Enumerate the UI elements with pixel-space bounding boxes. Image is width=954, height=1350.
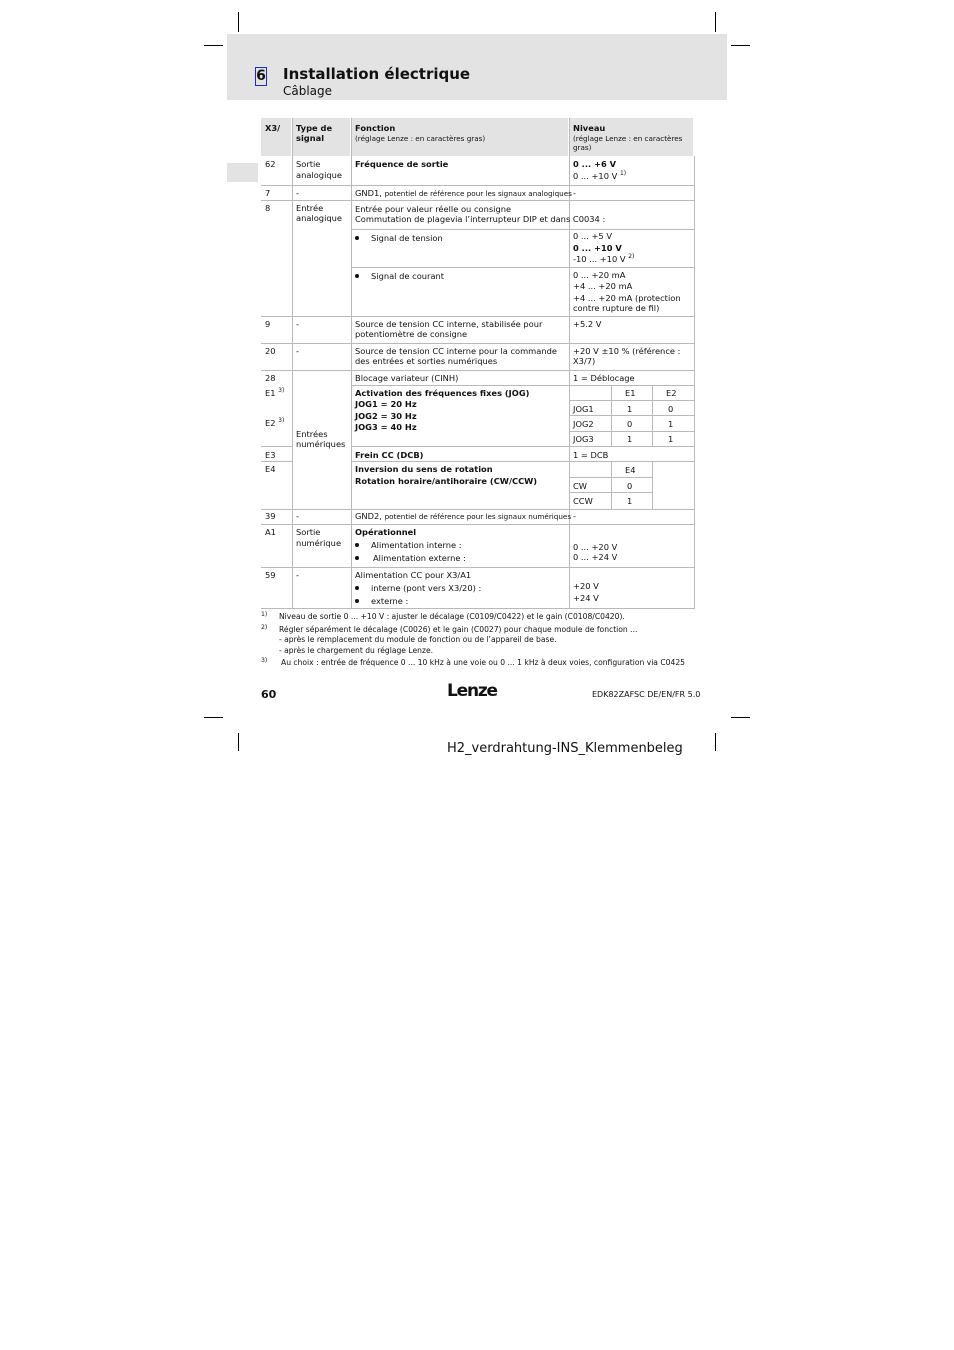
digital-inputs-type-line2: numériques bbox=[296, 439, 346, 449]
terminal-8: 8 bbox=[265, 203, 271, 213]
jog-row-e1: 1 bbox=[627, 404, 633, 414]
function-e4-line2: Rotation horaire/antihoraire (CW/CCW) bbox=[355, 476, 538, 486]
footnote-2-line2: - après le remplacement du module de fonction ou de l’appareil de base. bbox=[279, 635, 557, 644]
crop-mark bbox=[204, 717, 223, 718]
row-divider bbox=[261, 461, 293, 462]
type-59: - bbox=[296, 570, 299, 580]
row-divider bbox=[570, 400, 695, 401]
voltage-signal-label: Signal de tension bbox=[371, 233, 443, 243]
terminal-e3: E3 bbox=[265, 450, 276, 460]
column-divider bbox=[611, 461, 612, 509]
bullet bbox=[355, 236, 359, 240]
header-terminal: X3/ bbox=[265, 123, 281, 133]
header-function: Fonction bbox=[355, 123, 396, 133]
jog-head-e2: E2 bbox=[666, 388, 677, 398]
function-a1-item2: Alimentation externe : bbox=[373, 553, 466, 563]
jog-row-e2: 1 bbox=[668, 434, 674, 444]
jog-row-e2: 0 bbox=[668, 404, 674, 414]
terminal-59: 59 bbox=[265, 570, 276, 580]
voltage-level-1: 0 ... +5 V bbox=[573, 231, 613, 241]
crop-mark bbox=[238, 733, 239, 751]
current-signal-label: Signal de courant bbox=[371, 271, 445, 281]
type-a1-line1: Sortie bbox=[296, 527, 321, 537]
row-divider bbox=[261, 446, 293, 447]
type-a1-line2: numérique bbox=[296, 538, 342, 548]
type-62-line2: analogique bbox=[296, 170, 343, 180]
column-divider bbox=[351, 118, 352, 608]
terminal-e4: E4 bbox=[265, 464, 276, 474]
header-level-note-2: gras) bbox=[573, 143, 592, 152]
bullet bbox=[355, 274, 359, 278]
terminal-39: 39 bbox=[265, 511, 276, 521]
level-62-line1: 0 ... +6 V bbox=[573, 159, 617, 169]
voltage-level-2: 0 ... +10 V bbox=[573, 243, 622, 253]
row-divider bbox=[261, 509, 695, 510]
footnote-mark-2: 2) bbox=[261, 624, 268, 631]
footnote-mark-3: 3) bbox=[261, 657, 268, 664]
header-level-note-1: (réglage Lenze : en caractères bbox=[573, 134, 683, 143]
rotation-row-name: CW bbox=[573, 481, 587, 491]
e4-head: E4 bbox=[625, 465, 636, 475]
chapter-number[interactable]: 6 bbox=[256, 68, 266, 84]
jog2: JOG2 = 30 Hz bbox=[355, 411, 417, 421]
level-20-line2: X3/7) bbox=[573, 356, 596, 366]
voltage-level-3: -10 ... +10 V $^{2)}$ bbox=[573, 253, 635, 264]
function-39: GND2, potentiel de référence pour les signaux numériques bbox=[355, 511, 572, 521]
header-level: Niveau bbox=[573, 123, 606, 133]
type-8-line1: Entrée bbox=[296, 203, 324, 213]
bullet bbox=[355, 543, 359, 547]
function-20-line1: Source de tension CC interne pour la commande bbox=[355, 346, 557, 356]
bullet bbox=[355, 586, 359, 590]
level-62-line2: 0 ... +10 V $^{1)}$ bbox=[573, 170, 627, 181]
row-divider bbox=[261, 185, 695, 186]
jog-row-name: JOG2 bbox=[573, 419, 594, 429]
row-divider bbox=[261, 608, 695, 609]
jog-head-e1: E1 bbox=[625, 388, 636, 398]
terminal-9: 9 bbox=[265, 319, 271, 329]
level-a1-line1: 0 ... +20 V bbox=[573, 542, 618, 552]
type-20: - bbox=[296, 346, 299, 356]
crop-mark bbox=[715, 12, 716, 32]
bullet bbox=[355, 556, 359, 560]
header-type-line1: Type de bbox=[296, 123, 333, 133]
crop-mark bbox=[731, 45, 750, 46]
rotation-row-value: 0 bbox=[627, 481, 633, 491]
level-28: 1 = Déblocage bbox=[573, 373, 635, 383]
footnote-2-line3: - après le chargement du réglage Lenze. bbox=[279, 646, 434, 655]
column-divider bbox=[652, 385, 653, 446]
function-e4-line1: Inversion du sens de rotation bbox=[355, 464, 493, 474]
function-a1-item1: Alimentation interne : bbox=[371, 540, 462, 550]
footnote-1: Niveau de sortie 0 ... +10 V : ajuster le décalage (C0109/C0422) et le gain (C0108/C0420). bbox=[279, 612, 625, 621]
type-9: - bbox=[296, 319, 299, 329]
rotation-row-name: CCW bbox=[573, 496, 593, 506]
level-59-line1: +20 V bbox=[573, 581, 599, 591]
level-a1-line2: 0 ... +24 V bbox=[573, 552, 618, 562]
function-8-line1: Entrée pour valeur réelle ou consigne bbox=[355, 204, 512, 214]
function-8-line2: Commutation de plagevia l’interrupteur DIP et dans C0034 : bbox=[355, 214, 606, 224]
terminal-e2: E2 $^{3)}$ bbox=[265, 417, 285, 428]
column-divider bbox=[611, 385, 612, 446]
function-59-title: Alimentation CC pour X3/A1 bbox=[355, 570, 472, 580]
level-7: - bbox=[573, 188, 576, 198]
jog-row-e1: 1 bbox=[627, 434, 633, 444]
side-tab bbox=[227, 163, 258, 182]
function-9-line1: Source de tension CC interne, stabilisée pour bbox=[355, 319, 543, 329]
function-20-line2: des entrées et sorties numériques bbox=[355, 356, 498, 366]
current-level-4: contre rupture de fil) bbox=[573, 303, 660, 313]
crop-mark bbox=[238, 12, 239, 32]
level-39: - bbox=[573, 511, 576, 521]
chapter-subtitle: Câblage bbox=[283, 84, 333, 98]
column-divider bbox=[652, 461, 653, 509]
terminal-e1: E1 $^{3)}$ bbox=[265, 387, 285, 398]
terminal-20: 20 bbox=[265, 346, 276, 356]
row-divider bbox=[261, 567, 695, 568]
rotation-row-value: 1 bbox=[627, 496, 633, 506]
level-e3: 1 = DCB bbox=[573, 450, 609, 460]
row-divider bbox=[261, 524, 695, 525]
row-divider bbox=[352, 385, 695, 386]
jog3: JOG3 = 40 Hz bbox=[355, 422, 417, 432]
column-divider bbox=[292, 118, 293, 608]
function-9-line2: potentiomètre de consigne bbox=[355, 329, 468, 339]
function-7: GND1, potentiel de référence pour les signaux analogiques bbox=[355, 188, 572, 198]
jog-row-e1: 0 bbox=[627, 419, 633, 429]
crop-mark bbox=[715, 733, 716, 751]
row-divider bbox=[352, 229, 695, 230]
lenze-logo: Lenze bbox=[447, 681, 497, 701]
terminal-62: 62 bbox=[265, 159, 276, 169]
row-divider bbox=[261, 370, 695, 371]
current-level-3: +4 ... +20 mA (protection bbox=[573, 293, 681, 303]
jog-title: Activation des fréquences fixes (JOG) bbox=[355, 388, 530, 398]
row-divider bbox=[261, 316, 695, 317]
terminal-7: 7 bbox=[265, 188, 271, 198]
level-59-line2: +24 V bbox=[573, 593, 599, 603]
row-divider bbox=[352, 267, 695, 268]
footnote-mark-1: 1) bbox=[261, 611, 268, 618]
chapter-title: Installation électrique bbox=[283, 65, 471, 83]
crop-mark bbox=[204, 45, 223, 46]
current-level-2: +4 ... +20 mA bbox=[573, 281, 633, 291]
footnote-3: Au choix : entrée de fréquence 0 ... 10 kHz à une voie ou 0 ... 1 kHz à deux voies, configuration via C0425 bbox=[281, 658, 685, 667]
footnote-2-line1: Régler séparément le décalage (C0026) et le gain (C0027) pour chaque module de fonction ... bbox=[279, 625, 638, 634]
function-a1-title: Opérationnel bbox=[355, 527, 417, 537]
jog-row-name: JOG1 bbox=[573, 404, 594, 414]
file-label: H2_verdrahtung-INS_Klemmenbeleg bbox=[447, 741, 683, 756]
page-number: 60 bbox=[261, 688, 277, 701]
digital-inputs-type-line1: Entrées bbox=[296, 429, 328, 439]
row-divider bbox=[261, 200, 695, 201]
header-type-line2: signal bbox=[296, 133, 325, 143]
jog-row-name: JOG3 bbox=[573, 434, 594, 444]
type-62-line1: Sortie bbox=[296, 159, 321, 169]
function-28: Blocage variateur (CINH) bbox=[355, 373, 459, 383]
jog1: JOG1 = 20 Hz bbox=[355, 399, 417, 409]
crop-mark bbox=[731, 717, 750, 718]
row-divider bbox=[570, 431, 695, 432]
type-7: - bbox=[296, 188, 299, 198]
level-20-line1: +20 V ±10 % (référence : bbox=[573, 346, 681, 356]
row-divider bbox=[261, 343, 695, 344]
function-62: Fréquence de sortie bbox=[355, 159, 449, 169]
row-divider bbox=[352, 446, 695, 447]
header-function-note: (réglage Lenze : en caractères gras) bbox=[355, 134, 486, 143]
current-level-1: 0 ... +20 mA bbox=[573, 270, 626, 280]
function-59-item1: interne (pont vers X3/20) : bbox=[371, 583, 482, 593]
jog-row-e2: 1 bbox=[668, 419, 674, 429]
function-59-item2: externe : bbox=[371, 596, 409, 606]
bullet bbox=[355, 599, 359, 603]
level-9: +5.2 V bbox=[573, 319, 602, 329]
terminal-28: 28 bbox=[265, 373, 276, 383]
column-divider bbox=[694, 156, 695, 608]
row-divider bbox=[352, 461, 695, 462]
row-divider bbox=[570, 415, 695, 416]
function-e3: Frein CC (DCB) bbox=[355, 450, 424, 460]
type-8-line2: analogique bbox=[296, 213, 343, 223]
type-39: - bbox=[296, 511, 299, 521]
terminal-a1: A1 bbox=[265, 527, 276, 537]
document-reference: EDK82ZAFSC DE/EN/FR 5.0 bbox=[592, 690, 701, 699]
